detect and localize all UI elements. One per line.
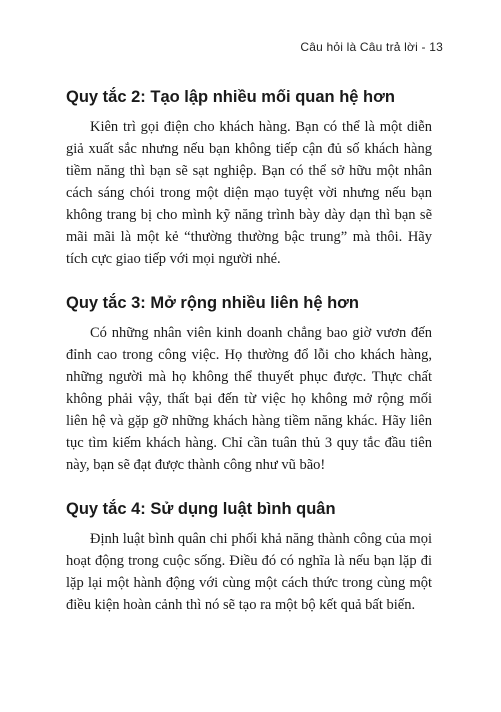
page-content	[66, 86, 432, 638]
section-paragraph: Kiên trì gọi điện cho khách hàng. Bạn có thể là một diễn giả xuất sắc nhưng nếu bạn không tiếp cận đủ số khách hàng tiềm năng thì bạn sẽ sạt nghiệp. Bạn có thể sở hữu một nhân cách sáng chói trong một diện mạo tuyệt vời nhưng nếu bạn không trang bị cho mình kỹ năng trình bày dày dạn thì bạn sẽ mãi mãi là một kẻ “thường thường bậc trung” mà thôi. Hãy tích cực giao tiếp với mọi người nhé.	[66, 119, 432, 267]
section-title: Quy tắc 2: Tạo lập nhiều mối quan hệ hơn	[66, 88, 395, 106]
running-head: Câu hỏi là Câu trả lời - 13	[300, 40, 443, 54]
section-rule-3	[66, 292, 432, 476]
section-paragraph: Có những nhân viên kinh doanh chẳng bao giờ vươn đến đỉnh cao trong công việc. Họ thường đổ lỗi cho khách hàng, những người mà họ không thể thuyết phục được. Thực chất không phải vậy, thất bại đến từ việc họ không mở rộng mối liên hệ và gặp gỡ những khách hàng tiềm năng khác. Hãy liên tục tìm kiếm khách hàng. Chỉ cần tuân thủ 3 quy tắc đầu tiên này, bạn sẽ đạt được thành công như vũ bão!	[66, 325, 432, 473]
section-title: Quy tắc 4: Sử dụng luật bình quân	[66, 500, 336, 518]
section-rule-2	[66, 86, 432, 270]
section-title: Quy tắc 3: Mở rộng nhiều liên hệ hơn	[66, 294, 359, 312]
section-paragraph: Định luật bình quân chi phối khả năng thành công của mọi hoạt động trong cuộc sống. Điều đó có nghĩa là nếu bạn lặp đi lặp lại một hành động với cùng một cách thức trong cùng một điều kiện hoàn cảnh thì nó sẽ tạo ra một bộ kết quả bất biến.	[66, 531, 432, 613]
section-rule-4	[66, 498, 432, 616]
